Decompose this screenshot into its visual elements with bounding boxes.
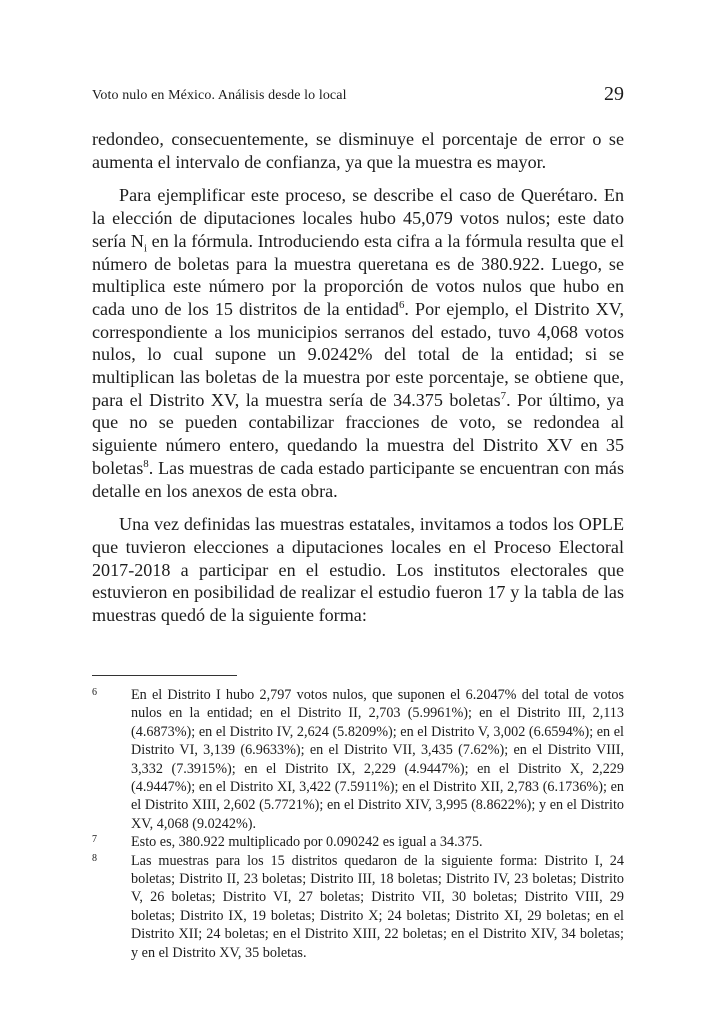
paragraph-2-part-d: . Por último, ya que no se pueden contabilizar fracciones de voto, se redondea al siguiente número entero, quedando la muestra del Distrito XV en 35 boletas (92, 389, 624, 478)
body-text (92, 128, 624, 638)
footnote-divider (92, 675, 237, 676)
footnote-ref-6: 6 (398, 298, 405, 311)
paragraph-2-part-c: . Por ejemplo, el Distrito XV, correspondiente a los municipios serranos del estado, tuvo 4,068 votos nulos, lo cual supone un 9.0242% del total de la entidad; si se multiplican las boletas de la muestra por este porcentaje, se obtiene que, para el Distrito XV, la muestra sería de 34.375 boletas (92, 298, 624, 410)
paragraph-2 (92, 184, 624, 502)
footnote-text: Las muestras para los 15 distritos quedaron de la siguiente forma: Distrito I, 24 boletas; Distrito II, 23 boletas; Distrito III, 18 boletas; Distrito IV, 23 boletas; Distrito V, 26 boletas; Distrito VI, 27 boletas; Distrito VII, 30 boletas; Distrito VIII, 29 boletas; Distrito IX, 19 boletas; Distrito X; 24 boletas; Distrito XI, 29 boletas; en el Distrito XII; 24 boletas; en el Distrito XIII, 22 boletas; en el Distrito XIV, 34 boletas; y en el Distrito XV, 35 boletas. (131, 852, 624, 961)
footnote-ref-7: 7 (500, 389, 507, 402)
paragraph-2-part-b: en la fórmula. Introduciendo esta cifra a la fórmula resulta que el número de boletas para la muestra queretana es de 380.922. Luego, se multiplica este número por la proporción de votos nulos que hubo en cada uno de los 15 distritos de la entidad (92, 230, 624, 319)
footnote-text: Esto es, 380.922 multiplicado por 0.090242 es igual a 34.375. (131, 834, 483, 851)
footnote-mark: 7 (92, 834, 97, 846)
footnotes (92, 686, 624, 962)
footnote-text: En el Distrito I hubo 2,797 votos nulos, que suponen el 6.2047% del total de votos nulos en la entidad; en el Distrito II, 2,703 (5.9961%); en el Distrito III, 2,113 (4.6873%); en el Distrito IV, 2,624 (5.8209%); en el Distrito V, 3,002 (6.6594%); en el Distrito VI, 3,139 (6.9633%); en el Distrito VII, 3,435 (7.62%); en el Distrito VIII, 3,332 (7.3915%); en el Distrito IX, 2,229 (4.9447%); en el Distrito X, 2,229 (4.9447%); en el Distrito XI, 3,422 (7.5911%); en el Distrito XII, 2,783 (6.1736%); en el Distrito XIII, 2,602 (5.7721%); en el Distrito XIV, 3,995 (8.8622%); y en el Distrito XV, 4,068 (9.0242%). (131, 687, 624, 832)
paragraph-1: redondeo, consecuentemente, se disminuye el porcentaje de error o se aumenta el intervalo de confianza, ya que la muestra es mayor. (92, 129, 624, 172)
subscript-i: i (143, 242, 147, 255)
footnote-6 (92, 686, 624, 833)
footnote-mark: 8 (92, 852, 97, 864)
running-header (92, 84, 624, 108)
paragraph-3: Una vez definidas las muestras estatales, invitamos a todos los OPLE que tuvieron elecciones a diputaciones locales en el Proceso Electoral 2017-2018 a participar en el estudio. Los institutos electorales que estuvieron en posibilidad de realizar el estudio fueron 17 y la tabla de las muestras quedó de la siguiente forma: (92, 514, 624, 626)
book-page (92, 0, 624, 1024)
footnote-8 (92, 852, 624, 962)
footnote-7 (92, 833, 624, 851)
page-number: 29 (604, 83, 624, 105)
running-title: Voto nulo en México. Análisis desde lo local (92, 88, 347, 103)
paragraph-2-part-a: Para ejemplificar este proceso, se describe el caso de Querétaro. En la elección de diputaciones locales hubo 45,079 votos nulos; este dato sería N (92, 185, 624, 251)
footnote-mark: 6 (92, 687, 97, 698)
paragraph-2-part-e: . Las muestras de cada estado participante se encuentran con más detalle en los anexos de esta obra. (92, 457, 624, 501)
footnote-ref-8: 8 (143, 457, 149, 470)
